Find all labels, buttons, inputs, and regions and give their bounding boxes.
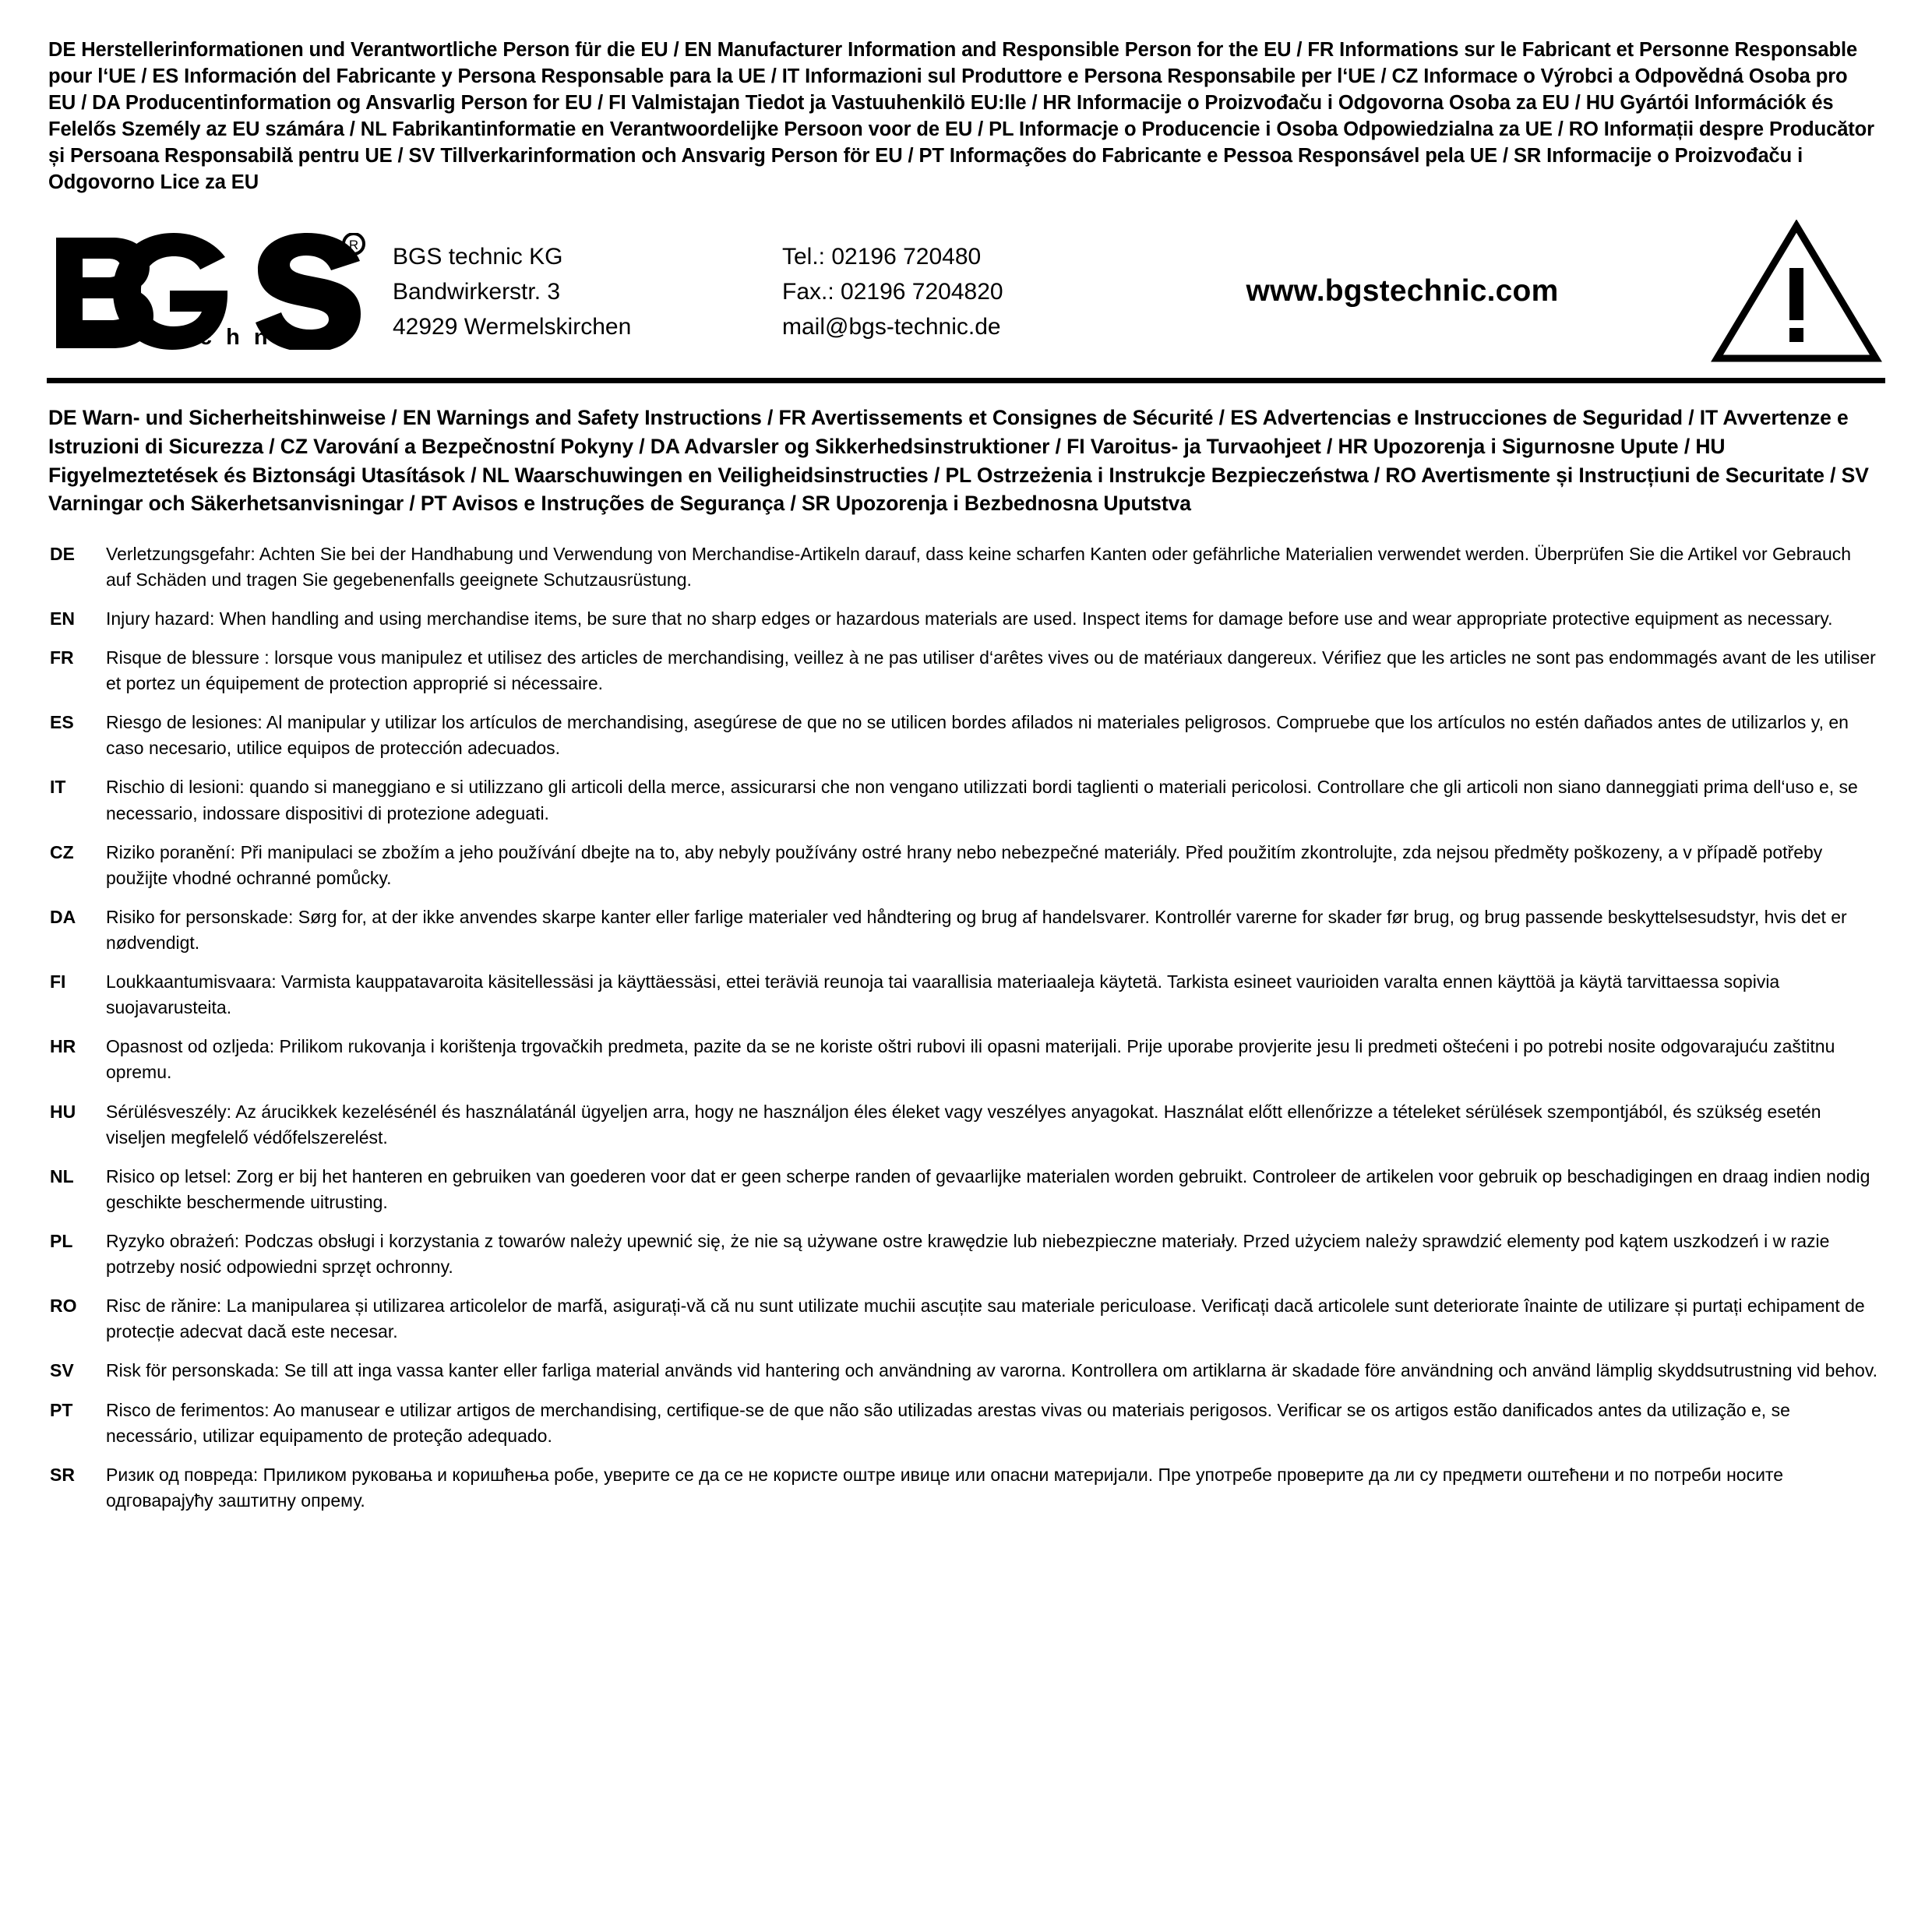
language-code: SR — [50, 1464, 75, 1485]
list-item — [48, 1398, 1882, 1449]
language-code: FR — [50, 647, 74, 668]
language-code: PT — [50, 1399, 73, 1420]
language-code: HR — [50, 1036, 76, 1057]
warnings-list — [47, 541, 1885, 1514]
language-code: NL — [50, 1165, 74, 1186]
list-item — [48, 840, 1882, 891]
section-title: DE Warn- und Sicherheitshinweise / EN Warnings and Safety Instructions / FR Avertissements et Consignes de Sécurité / ES Advertencias e Instrucciones de Seguridad / IT Avvertenze e Istruzioni di Sicurezza / CZ Varování a Bezpečnostní Pokyny / DA Advarsler og Sikkerhedsinstruktioner / FI Varoitus- ja Turvaohjeet / HR Upozorenja i Sigurnosne Upute / HU Figyelmeztetések és Biztonsági Utasítások / NL Waarschuwingen en Veiligheidsinstructies / PL Ostrzeżenia i Instrukcje Bezpieczeństwa / RO Avertismente și Instrucțiuni de Securitate / SV Varningar och Säkerhetsanvisningar / PT Avisos e Instruções de Segurança / SR Upozorenja i Bezbednosna Uputstva — [48, 406, 1869, 516]
language-code: IT — [50, 777, 66, 798]
language-code: PL — [50, 1230, 73, 1251]
svg-text:R: R — [348, 238, 359, 253]
warning-text: Rischio di lesioni: quando si maneggiano e si utilizzano gli articoli della merce, assicurarsi che non vengano utilizzati bordi taglienti o materiali pericolosi. Controllare che gli articoli non siano danneggiati prima dell‘uso e, se necessario, indossare dispositivi di protezione adeguati. — [106, 777, 1858, 823]
warning-text: Risque de blessure : lorsque vous manipulez et utilisez des articles de merchandising, veillez à ne pas utiliser d‘arêtes vives ou de matériaux dangereux. Vérifiez que les articles ne sont pas endommagés avant de les utiliser et portez un équipement de protection approprié si nécessaire. — [106, 647, 1876, 694]
list-item — [48, 606, 1882, 632]
list-item — [48, 904, 1882, 956]
warning-text: Risc de rănire: La manipularea și utilizarea articolelor de marfă, asigurați-vă că nu sunt utilizate muchii ascuțite sau materiale periculoase. Verificați dacă articolele sunt deteriorate înainte de utilizare și purtați echipament de protecție adecvat dacă este necesar. — [106, 1296, 1865, 1342]
language-code: CZ — [50, 841, 74, 862]
company-header-band — [47, 210, 1885, 383]
company-contact — [782, 239, 1141, 344]
page-title: DE Herstellerinformationen und Verantwortliche Person für die EU / EN Manufacturer Information and Responsible Person for the EU / FR Informations sur le Fabricant et Personne Responsable pour l‘UE / ES Información del Fabricante y Persona Responsable para la UE / IT Informazioni sul Produttore e Persona Responsabile per l‘UE / CZ Informace o Výrobci a Odpovědná Osoba pro EU / DA Producentinformation og Ansvarlig Person for EU / FI Valmistajan Tiedot ja Vastuuhenkilö EU:lle / HR Informacije o Proizvođaču i Odgovorna Osoba za EU / HU Gyártói Információk és Felelős Személy az EU számára / NL Fabrikantinformatie en Verantwoordelijke Persoon voor de EU / PL Informacje o Producencie i Osoba Odpowiedzialna za UE / RO Informații despre Producător și Persoana Responsabilă pentru UE / SV Tillverkarinformation och Ansvarig Person för EU / PT Informações do Fabricante e Pessoa Responsável pela UE / SR Informacije o Proizvođaču i Odgovorno Lice za EU — [48, 39, 1874, 193]
company-fax: Fax.: 02196 7204820 — [782, 278, 1003, 305]
language-code: EN — [50, 608, 75, 629]
language-code: SV — [50, 1360, 74, 1381]
company-tel: Tel.: 02196 720480 — [782, 243, 982, 270]
list-item — [48, 1462, 1882, 1514]
list-item — [48, 1358, 1882, 1384]
language-code: ES — [50, 712, 74, 733]
warning-text: Ryzyko obrażeń: Podczas obsługi i korzystania z towarów należy upewnić się, że nie są używane ostre krawędzie lub niebezpieczne materiały. Przed użyciem należy sprawdzić elementy pod kątem uszkodzeń i w razie potrzeby nosić odpowiedni sprzęt ochronny. — [106, 1230, 1830, 1278]
warning-text: Injury hazard: When handling and using merchandise items, be sure that no sharp edges or hazardous materials are used. Inspect items for damage before use and wear appropriate protective equipment as necessary. — [106, 608, 1833, 629]
company-name: BGS technic KG — [393, 243, 563, 270]
warning-triangle — [1695, 220, 1885, 364]
list-item — [48, 1293, 1882, 1345]
list-item — [48, 774, 1882, 826]
warning-triangle-icon — [1711, 220, 1882, 364]
company-street: Bandwirkerstr. 3 — [393, 278, 561, 305]
language-code: FI — [50, 971, 66, 992]
company-email[interactable]: mail@bgs-technic.de — [782, 313, 1001, 340]
warning-text: Ризик од повреда: Приликом руковања и коришћења робе, уверите се да се не користе оштре ивице или опасни материјали. Пре употребе проверите да ли су предмети оштећени и по потреби носите одговарајућу заштитну опрему. — [106, 1464, 1783, 1511]
warning-text: Risk för personskada: Se till att inga vassa kanter eller farliga material används vid hantering och användning av varorna. Kontrollera om artiklarna är skadade före användning och använd lämplig skyddsutrustning vid behov. — [106, 1360, 1878, 1381]
language-code: RO — [50, 1296, 77, 1317]
company-website[interactable]: www.bgstechnic.com — [1246, 274, 1559, 308]
list-item — [48, 1229, 1882, 1280]
bgs-logo — [47, 233, 385, 350]
bgs-logo-subtext: t e c h n i c — [151, 325, 319, 351]
warning-text: Risco de ferimentos: Ao manusear e utilizar artigos de merchandising, certifique-se de que não são utilizadas arestas vivas ou materiais perigosos. Verificar se os artigos estão danificados antes da utilização e, se necessário, utilizar equipamento de proteção adequado. — [106, 1399, 1790, 1446]
bgs-logo-icon — [50, 233, 369, 350]
language-code: DE — [50, 543, 75, 564]
language-code: HU — [50, 1101, 76, 1122]
warning-text: Loukkaantumisvaara: Varmista kauppatavaroita käsitellessäsi ja käyttäessäsi, ettei teräviä reunoja tai vaarallisia materiaaleja käytetä. Tarkista esineet vaurioiden varalta ennen käyttöä ja käytä tarvittaessa sopivia suojavarusteita. — [106, 971, 1780, 1018]
warning-text: Risico op letsel: Zorg er bij het hanteren en gebruiken van goederen voor dat er geen scherpe randen of gevaarlijke materialen worden gebruikt. Controleer de artikelen voor gebruik op beschadigingen en draag indien nodig geschikte beschermende uitrusting. — [106, 1165, 1870, 1212]
language-code: DA — [50, 906, 76, 927]
company-city: 42929 Wermelskirchen — [393, 313, 632, 340]
warning-text: Verletzungsgefahr: Achten Sie bei der Handhabung und Verwendung von Merchandise-Artikeln darauf, dass keine scharfen Kanten oder gefährliche Materialien verwendet werden. Überprüfen Sie die Artikel vor Gebrauch auf Schäden und tragen Sie gegebenenfalls geeignete Schutzausrüstung. — [106, 543, 1852, 590]
warning-text: Riesgo de lesiones: Al manipular y utilizar los artículos de merchandising, asegúrese de que no se utilicen bordes afilados ni materiales peligrosos. Compruebe que los artículos no estén dañados antes de utilizarlos y, en caso necesario, utilice equipos de protección adecuados. — [106, 712, 1849, 759]
list-item — [48, 1164, 1882, 1215]
list-item — [48, 1099, 1882, 1151]
warning-text: Risiko for personskade: Sørg for, at der ikke anvendes skarpe kanter eller farlige materialer ved håndtering og brug af handelsvarer. Kontrollér varerne for skader før brug, og brug passende beskyttelsesudstyr, hvis det er nødvendigt. — [106, 906, 1847, 953]
list-item — [48, 969, 1882, 1021]
warning-text: Riziko poranění: Při manipulaci se zbožím a jeho používání dbejte na to, aby nebyly používány ostré hrany nebo nebezpečné materiály. Před použitím zkontrolujte, zda nejsou předměty poškozeny, a v případě potřeby použijte vhodné ochranné pomůcky. — [106, 841, 1823, 888]
list-item — [48, 710, 1882, 761]
list-item — [48, 1034, 1882, 1085]
company-address — [385, 239, 782, 344]
list-item — [48, 645, 1882, 696]
warning-text: Opasnost od ozljeda: Prilikom rukovanja i korištenja trgovačkih predmeta, pazite da se ne koriste oštri rubovi ili opasni materijali. Prije uporabe provjerite jesu li predmeti oštećeni i po potrebi nosite odgovarajuću zaštitnu opremu. — [106, 1036, 1835, 1083]
warning-text: Sérülésveszély: Az árucikkek kezelésénél és használatánál ügyeljen arra, hogy ne használjon éles éleket vagy veszélyes anyagokat. Használat előtt ellenőrizze a tételeket sérülések szempontjából, és szükség esetén viseljen megfelelő védőfelszerelést. — [106, 1101, 1821, 1148]
list-item — [48, 541, 1882, 593]
